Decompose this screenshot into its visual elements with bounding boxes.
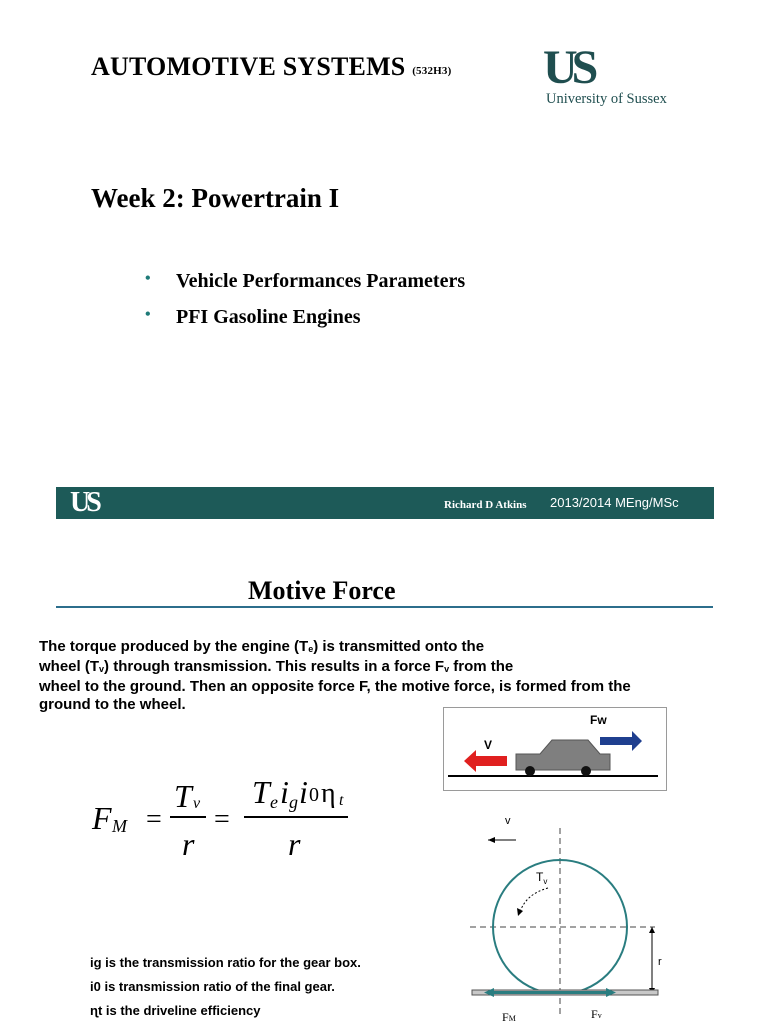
wheel-force-diagram [460, 808, 700, 1024]
paragraph-line [39, 658, 739, 678]
university-logo-name: University of Sussex [546, 91, 667, 107]
formula-equals: = [214, 804, 230, 835]
arrowhead-icon [484, 988, 494, 997]
formula-notes [90, 951, 361, 1023]
university-logo [543, 41, 703, 114]
wheel-diagram-svg [460, 808, 700, 1024]
title-divider [56, 606, 713, 608]
footer-author: Richard D Atkins [444, 499, 527, 511]
formula-eta: η [321, 778, 336, 809]
subscript: v [99, 664, 105, 674]
arrowhead-icon [517, 908, 523, 916]
velocity-arrow-icon [464, 750, 507, 772]
motive-force-label: FM [502, 1010, 516, 1024]
formula-sub-m: M [112, 816, 127, 836]
subscript: v [444, 664, 450, 674]
arrowhead-icon [649, 927, 655, 933]
formula-fraction-bar [170, 816, 206, 818]
formula-r: r [182, 826, 195, 862]
wheel-velocity-label: v [505, 815, 511, 827]
car-force-diagram [443, 707, 667, 791]
course-code: (532H3) [412, 65, 452, 77]
formula-r: r [288, 826, 301, 862]
torque-arc [520, 888, 548, 912]
footer-course: 2013/2014 MEng/MSc [550, 495, 679, 510]
formula-fraction-bar [244, 816, 348, 818]
wind-force-label: Fw [590, 713, 607, 727]
formula-te: T [252, 774, 270, 810]
topic-item-text: PFI Gasoline Engines [176, 306, 361, 328]
text: ) is transmitted onto the [313, 638, 485, 655]
car-front-wheel-icon [581, 766, 591, 776]
motive-force-formula [92, 776, 372, 866]
formula-tv: T [174, 778, 192, 814]
topic-item-text: Vehicle Performances Parameters [176, 270, 466, 292]
course-title-text: AUTOMOTIVE SYSTEMS [91, 52, 406, 81]
university-logo-mark: US [543, 41, 593, 94]
formula-sub-g: g [289, 792, 298, 812]
wheel-force-label: Fv [591, 1007, 602, 1021]
text: ) through transmission. This results in a force F [104, 658, 445, 675]
week-title: Week 2: Powertrain I [91, 183, 340, 213]
wind-force-arrow-icon [600, 731, 642, 751]
formula-sub-v: v [193, 795, 201, 812]
note-line: i0 is transmission ratio of the final gear. [90, 979, 335, 994]
wheel-torque-label: $T_v$ [536, 870, 548, 886]
text: The torque produced by the engine (T [39, 638, 309, 655]
paragraph-line: ground to the wheel. [39, 696, 186, 713]
arrowhead-icon [488, 837, 495, 843]
subscript: e [308, 644, 314, 654]
radius-label: r [658, 956, 662, 968]
slide-title: Motive Force [248, 576, 396, 605]
footer-logo: US [70, 487, 98, 518]
slide-footer-bar [56, 487, 714, 519]
bullet-icon: • [145, 306, 151, 323]
car-diagram-svg [444, 708, 666, 790]
paragraph-line [39, 638, 739, 658]
formula-f: F [92, 800, 112, 836]
car-body-icon [516, 740, 610, 770]
formula-ig: i [280, 774, 289, 810]
formula-sub-0: 0 [309, 784, 319, 806]
formula-sub-e: e [270, 792, 278, 812]
note-line: ɳt is the driveline efficiency [90, 1003, 261, 1018]
arrowhead-icon [606, 988, 616, 997]
formula-i0: i [299, 774, 308, 810]
text: from the [449, 658, 514, 675]
formula-sub-t: t [339, 792, 344, 809]
note-line: ig is the transmission ratio for the gear box. [90, 955, 361, 970]
paragraph-line: wheel to the ground. Then an opposite force F, the motive force, is formed from the [39, 678, 631, 695]
formula-equals: = [146, 804, 162, 835]
velocity-label: V [484, 738, 493, 752]
course-title [91, 52, 451, 82]
car-rear-wheel-icon [525, 766, 535, 776]
intro-paragraph [39, 638, 739, 714]
text: wheel (T [39, 658, 100, 675]
bullet-icon: • [145, 270, 151, 287]
